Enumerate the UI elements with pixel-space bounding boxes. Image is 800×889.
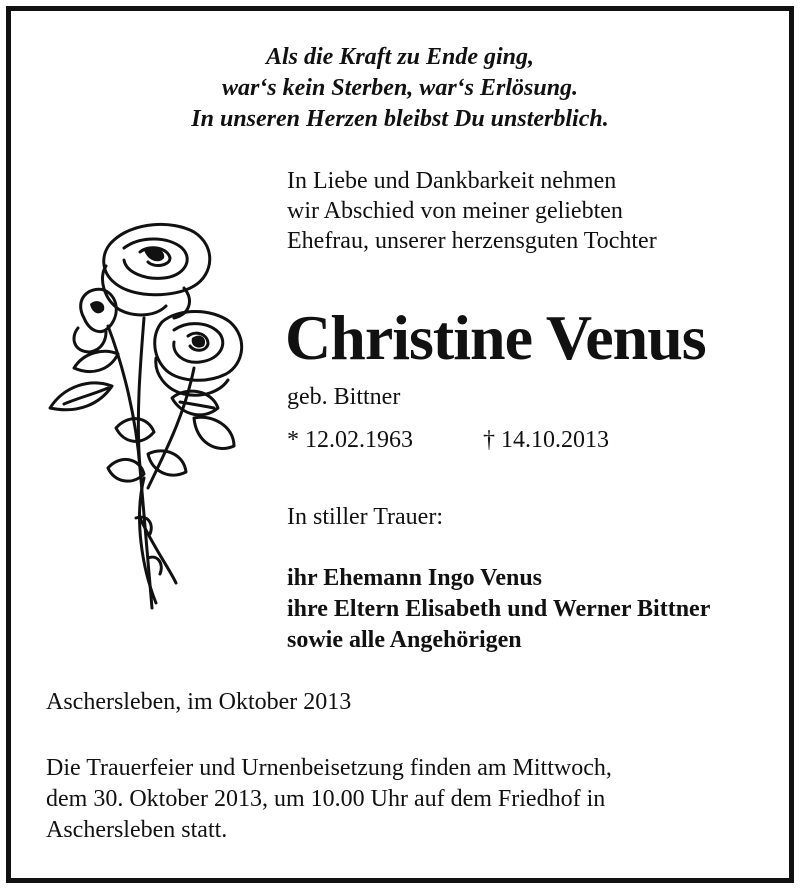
rose-icon (44, 218, 254, 613)
intro-line: Ehefrau, unserer herzensguten Tochter (287, 228, 657, 254)
funeral-line: Aschersleben statt. (46, 817, 228, 843)
deceased-name: Christine Venus (285, 302, 706, 373)
funeral-line: dem 30. Oktober 2013, um 10.00 Uhr auf dem Friedhof in (46, 786, 606, 812)
mourners-list (287, 563, 710, 656)
intro-line: wir Abschied von meiner geliebten (287, 198, 623, 224)
mourning-label: In stiller Trauer: (287, 504, 443, 530)
motto-line: war‘s kein Sterben, war‘s Erlösung. (221, 75, 579, 101)
mourner-line: ihre Eltern Elisabeth und Werner Bittner (287, 596, 711, 622)
motto-line: In unseren Herzen bleibst Du unsterblich. (191, 106, 609, 132)
motto-line: Als die Kraft zu Ende ging, (265, 44, 535, 70)
place-date: Aschersleben, im Oktober 2013 (46, 689, 352, 715)
motto-verse (40, 42, 760, 135)
funeral-line: Die Trauerfeier und Urnenbeisetzung finden am Mittwoch, (46, 755, 612, 781)
mourner-line: ihr Ehemann Ingo Venus (287, 565, 542, 591)
funeral-info (46, 753, 766, 846)
birth-name: geb. Bittner (287, 384, 401, 410)
intro-text (287, 166, 657, 256)
mourner-line: sowie alle Angehörigen (287, 627, 522, 653)
birth-date: * 12.02.1963 (287, 427, 413, 453)
death-date: † 14.10.2013 (483, 427, 609, 453)
intro-line: In Liebe und Dankbarkeit nehmen (287, 168, 617, 194)
